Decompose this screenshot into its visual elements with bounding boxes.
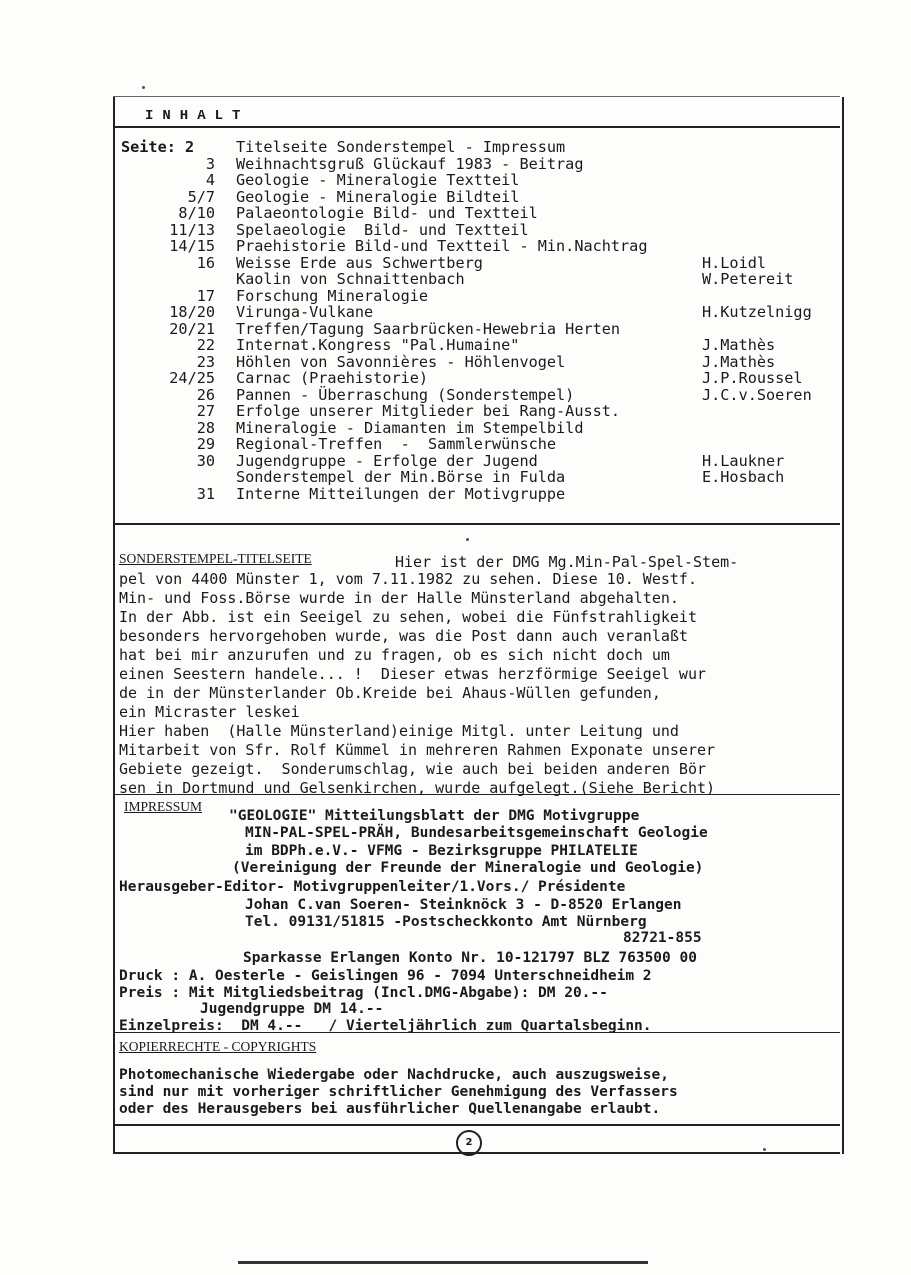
top-corner-rule [113, 96, 840, 97]
sonderstempel-title: SONDERSTEMPEL-TITELSEITE [119, 551, 312, 566]
toc-page-number: 31 [196, 484, 215, 503]
toc-entry-title: Sonderstempel der Min.Börse in Fulda [236, 468, 566, 486]
copyright-line: oder des Herausgebers bei ausführlicher Quellenangabe erlaubt. [119, 1101, 661, 1117]
toc-page-number: 22 [196, 336, 215, 354]
page-number: 2 [456, 1130, 482, 1156]
impressum-line: im BDPh.e.V.- VFMG - Bezirksgruppe PHILATELIE [245, 843, 638, 859]
toc-page-number: 16 [196, 253, 215, 272]
toc-entry-title: Höhlen von Savonnières - Höhlenvogel [236, 352, 566, 371]
toc-entry-author: J.Mathès [702, 336, 776, 354]
toc-entry-author: E.Hosbach [702, 468, 785, 486]
sonderstempel-line: hat bei mir anzurufen und zu fragen, ob es sich nicht doch um [119, 646, 670, 664]
toc-entry-author: J.P.Roussel [702, 369, 803, 387]
scan-speck [466, 538, 469, 541]
toc-entry-title: Palaeontologie Bild- und Textteil [236, 204, 538, 222]
toc-page-number: 30 [196, 451, 215, 470]
toc-entry-author: H.Kutzelnigg [702, 303, 812, 321]
copyright-title: KOPIERRECHTE - COPYRIGHTS [119, 1039, 317, 1054]
toc-page-number: 26 [196, 385, 215, 404]
sonderstempel-line: Gebiete gezeigt. Sonderumschlag, wie auch bei beiden anderen Bör [119, 760, 706, 778]
toc-entry-title: Interne Mitteilungen der Motivgruppe [236, 484, 566, 503]
toc-entry-author: J.C.v.Soeren [702, 385, 812, 404]
toc-page-number: 28 [196, 418, 215, 437]
toc-page-number: 20/21 [169, 319, 215, 338]
toc-page-number: 11/13 [169, 220, 215, 239]
toc-entry-title: Pannen - Überraschung (Sonderstempel) [236, 385, 575, 404]
scan-edge-mark [238, 1261, 648, 1264]
top-rule [115, 126, 840, 128]
toc-page-number: 17 [196, 286, 215, 305]
toc-bottom-rule [115, 523, 840, 525]
impressum-line: (Vereinigung der Freunde der Mineralogie und Geologie) [232, 860, 704, 876]
scan-speck [142, 86, 145, 89]
sonderstempel-line: pel von 4400 Münster 1, vom 7.11.1982 zu sehen. Diese 10. Westf. [119, 570, 697, 588]
sonderstempel-line: besonders hervorgehoben wurde, was die Post dann auch veranlaßt [119, 627, 688, 645]
sonderstempel-line: sen in Dortmund und Gelsenkirchen, wurde aufgelegt.(Siehe Bericht) [119, 779, 716, 797]
sonderstempel-first-line: Hier ist der DMG Mg.Min-Pal-Spel-Stem- [395, 553, 739, 571]
impressum-line: MIN-PAL-SPEL-PRÄH, Bundesarbeitsgemeinschaft Geologie [245, 825, 708, 841]
impressum-title: IMPRESSUM [124, 799, 203, 814]
toc-entry-title: Mineralogie - Diamanten im Stempelbild [236, 418, 584, 437]
toc-entry-title: Kaolin von Schnaittenbach [236, 270, 465, 288]
scan-speck [763, 1148, 766, 1151]
toc-page-number: 3 [205, 154, 215, 173]
sonderstempel-line: In der Abb. ist ein Seeigel zu sehen, wobei die Fünfstrahligkeit [119, 608, 697, 626]
toc-label: Seite: 2 [121, 138, 195, 156]
impressum-line: Preis : Mit Mitgliedsbeitrag (Incl.DMG-Abgabe): DM 20.-- [119, 985, 608, 1001]
toc-entry-title: Erfolge unserer Mitglieder bei Rang-Ausst. [236, 402, 621, 420]
toc-entry-title: Weisse Erde aus Schwertberg [236, 253, 483, 272]
toc-entry-title: Virunga-Vulkane [236, 303, 374, 321]
toc-page-number: 27 [196, 402, 215, 420]
toc-entry-author: W.Petereit [702, 270, 794, 288]
contents-heading: INHALT [145, 108, 250, 124]
toc-entry-author: J.Mathès [702, 352, 776, 371]
toc-page-number: 14/15 [169, 237, 215, 255]
sonderstempel-line: Min- und Foss.Börse wurde in der Halle Münsterland abgehalten. [119, 589, 679, 607]
sonderstempel-line: Mitarbeit von Sfr. Rolf Kümmel in mehreren Rahmen Exponate unserer [119, 741, 716, 759]
toc-page-number: 24/25 [169, 369, 215, 387]
toc-page-number: 5/7 [187, 187, 215, 206]
toc-entry-title: Weihnachtsgruß Glückauf 1983 - Beitrag [236, 154, 584, 173]
toc-page-number: 18/20 [169, 303, 215, 321]
toc-entry-title: Carnac (Praehistorie) [236, 369, 429, 387]
toc-entry-author: H.Laukner [702, 451, 785, 470]
toc-entry-author: H.Loidl [702, 253, 767, 272]
copyright-line: sind nur mit vorheriger schriftlicher Genehmigung des Verfassers [119, 1084, 678, 1100]
toc-page-number: 8/10 [178, 204, 215, 222]
impressum-line: Herausgeber-Editor- Motivgruppenleiter/1.Vors./ Présidente [119, 879, 626, 895]
impressum-line: Einzelpreis: DM 4.-- / Vierteljährlich zum Quartalsbeginn. [119, 1018, 652, 1034]
toc-entry-title: Spelaeologie Bild- und Textteil [236, 220, 529, 239]
toc-page-number: 23 [196, 352, 215, 371]
footer-top-rule [115, 1124, 840, 1126]
toc-entry-title: Internat.Kongress "Pal.Humaine" [236, 336, 520, 354]
toc-entry-title: Jugendgruppe - Erfolge der Jugend [236, 451, 538, 470]
impressum-line: Jugendgruppe DM 14.-- [200, 1001, 384, 1017]
impressum-line: "GEOLOGIE" Mitteilungsblatt der DMG Motivgruppe [229, 808, 640, 824]
impressum-line: Johan C.van Soeren- Steinknöck 3 - D-8520 Erlangen [245, 897, 682, 913]
toc-entry-title: Praehistorie Bild-und Textteil - Min.Nachtrag [236, 237, 648, 255]
sonderstempel-line: ein Micraster leskei [119, 703, 300, 721]
toc-entry-title: Regional-Treffen - Sammlerwünsche [236, 435, 557, 453]
copyright-line: Photomechanische Wiedergabe oder Nachdrucke, auch auszugsweise, [119, 1067, 669, 1083]
sonderstempel-line: Hier haben (Halle Münsterland)einige Mitgl. unter Leitung und [119, 722, 679, 740]
toc-entry-title: Treffen/Tagung Saarbrücken-Hewebria Herten [236, 319, 621, 338]
sonderstempel-line: de in der Münsterlander Ob.Kreide bei Ahaus-Wüllen gefunden, [119, 684, 661, 702]
toc-page-number: 29 [196, 435, 215, 453]
toc-entry-title: Geologie - Mineralogie Bildteil [236, 187, 520, 206]
sonderstempel-line: einen Seestern handele... ! Dieser etwas herzförmige Seeigel wur [119, 665, 706, 683]
toc-entry-title: Forschung Mineralogie [236, 286, 429, 305]
impressum-line: Tel. 09131/51815 -Postscheckkonto Amt Nürnberg [245, 914, 647, 930]
impressum-line: 82721-855 [623, 930, 702, 946]
impressum-line: Sparkasse Erlangen Konto Nr. 10-121797 BLZ 763500 00 [243, 950, 697, 966]
toc-page-number: 4 [205, 171, 215, 189]
impressum-line: Druck : A. Oesterle - Geislingen 96 - 7094 Unterschneidheim 2 [119, 968, 652, 984]
toc-entry-title: Geologie - Mineralogie Textteil [236, 171, 520, 189]
toc-entry-title: Titelseite Sonderstempel - Impressum [236, 138, 566, 156]
